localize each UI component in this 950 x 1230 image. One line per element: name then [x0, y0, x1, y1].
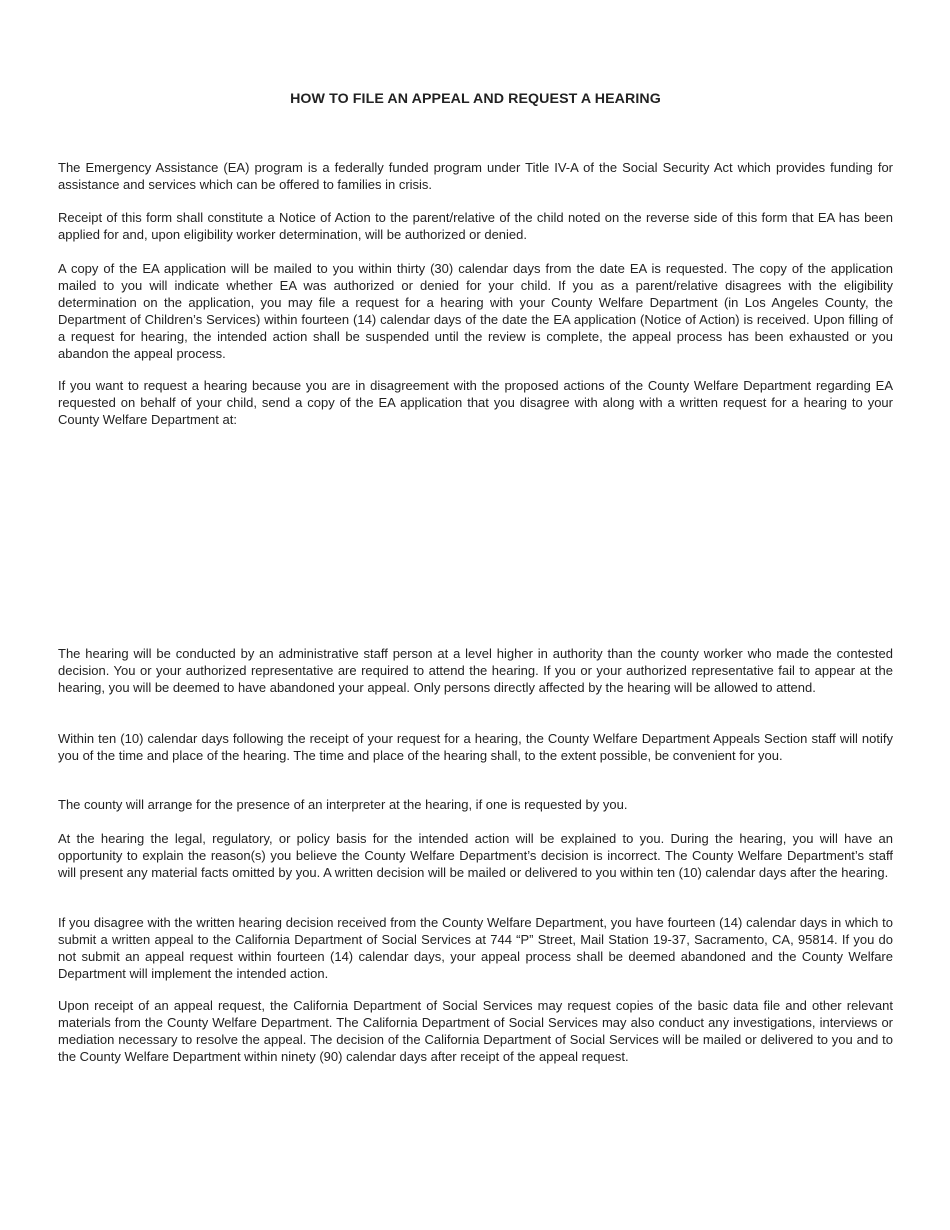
- paragraph-interpreter: The county will arrange for the presence of an interpreter at the hearing, if one is requested by you.: [58, 797, 628, 812]
- paragraph-request-hearing: If you want to request a hearing because you are in disagreement with the proposed actions of the County Welfare Department regarding EA requested on behalf of your child, send a copy of the EA application that you disagree with along with a written request for a hearing to your County Welfare Department at:: [58, 378, 893, 427]
- paragraph-ea-program: The Emergency Assistance (EA) program is a federally funded program under Title IV-A of the Social Security Act which provides funding for assistance and services which can be offered to families in crisis.: [58, 160, 893, 192]
- paragraph-hearing-notification: Within ten (10) calendar days following the receipt of your request for a hearing, the County Welfare Department Appeals Section staff will notify you of the time and place of the hearing. The time and place of the hearing shall, to the extent possible, be convenient for you.: [58, 731, 893, 763]
- document-title: HOW TO FILE AN APPEAL AND REQUEST A HEARING: [290, 91, 661, 107]
- paragraph-hearing-conduct: The hearing will be conducted by an administrative staff person at a level higher in authority than the county worker who made the contested decision. You or your authorized representative are required to attend the hearing. If you or your authorized representative fail to appear at the hearing, you will be deemed to have abandoned your appeal. Only persons directly affected by the hearing will be allowed to attend.: [58, 646, 893, 695]
- paragraph-hearing-procedure: At the hearing the legal, regulatory, or policy basis for the intended action will be explained to you. During the hearing, you will have an opportunity to explain the reason(s) you believe the County Welfare Department’s decision is incorrect. The County Welfare Department’s staff will present any material facts omitted by you. A written decision will be mailed or delivered to you within ten (10) calendar days after the hearing.: [58, 831, 893, 880]
- paragraph-appeal-review: Upon receipt of an appeal request, the California Department of Social Services may request copies of the basic data file and other relevant materials from the County Welfare Department. The California Department of Social Services may also conduct any investigations, interviews or mediation necessary to resolve the appeal. The decision of the California Department of Social Services will be mailed or delivered to you and to the County Welfare Department within ninety (90) calendar days after receipt of the appeal request.: [58, 998, 893, 1064]
- paragraph-application-copy: A copy of the EA application will be mailed to you within thirty (30) calendar days from the date EA is requested. The copy of the application mailed to you will indicate whether EA was authorized or denied for your child. If you as a parent/relative disagrees with the eligibility determination on the application, you may file a request for a hearing with your County Welfare Department (in Los Angeles County, the Department of Children’s Services) within fourteen (14) calendar days of the date the EA application (Notice of Action) is received. Upon filling of a request for hearing, the intended action shall be suspended until the review is complete, the appeal process has been exhausted or you abandon the appeal process.: [58, 261, 893, 361]
- county-address-blank-area: [58, 440, 893, 630]
- paragraph-notice-of-action: Receipt of this form shall constitute a Notice of Action to the parent/relative of the child noted on the reverse side of this form that EA has been applied for and, upon eligibility worker determination, will be authorized or denied.: [58, 210, 893, 242]
- paragraph-state-appeal: If you disagree with the written hearing decision received from the County Welfare Department, you have fourteen (14) calendar days in which to submit a written appeal to the California Department of Social Services at 744 “P” Street, Mail Station 19-37, Sacramento, CA, 95814. If you do not submit an appeal request within fourteen (14) calendar days, your appeal process shall be deemed abandoned and the County Welfare Department will implement the intended action.: [58, 915, 893, 981]
